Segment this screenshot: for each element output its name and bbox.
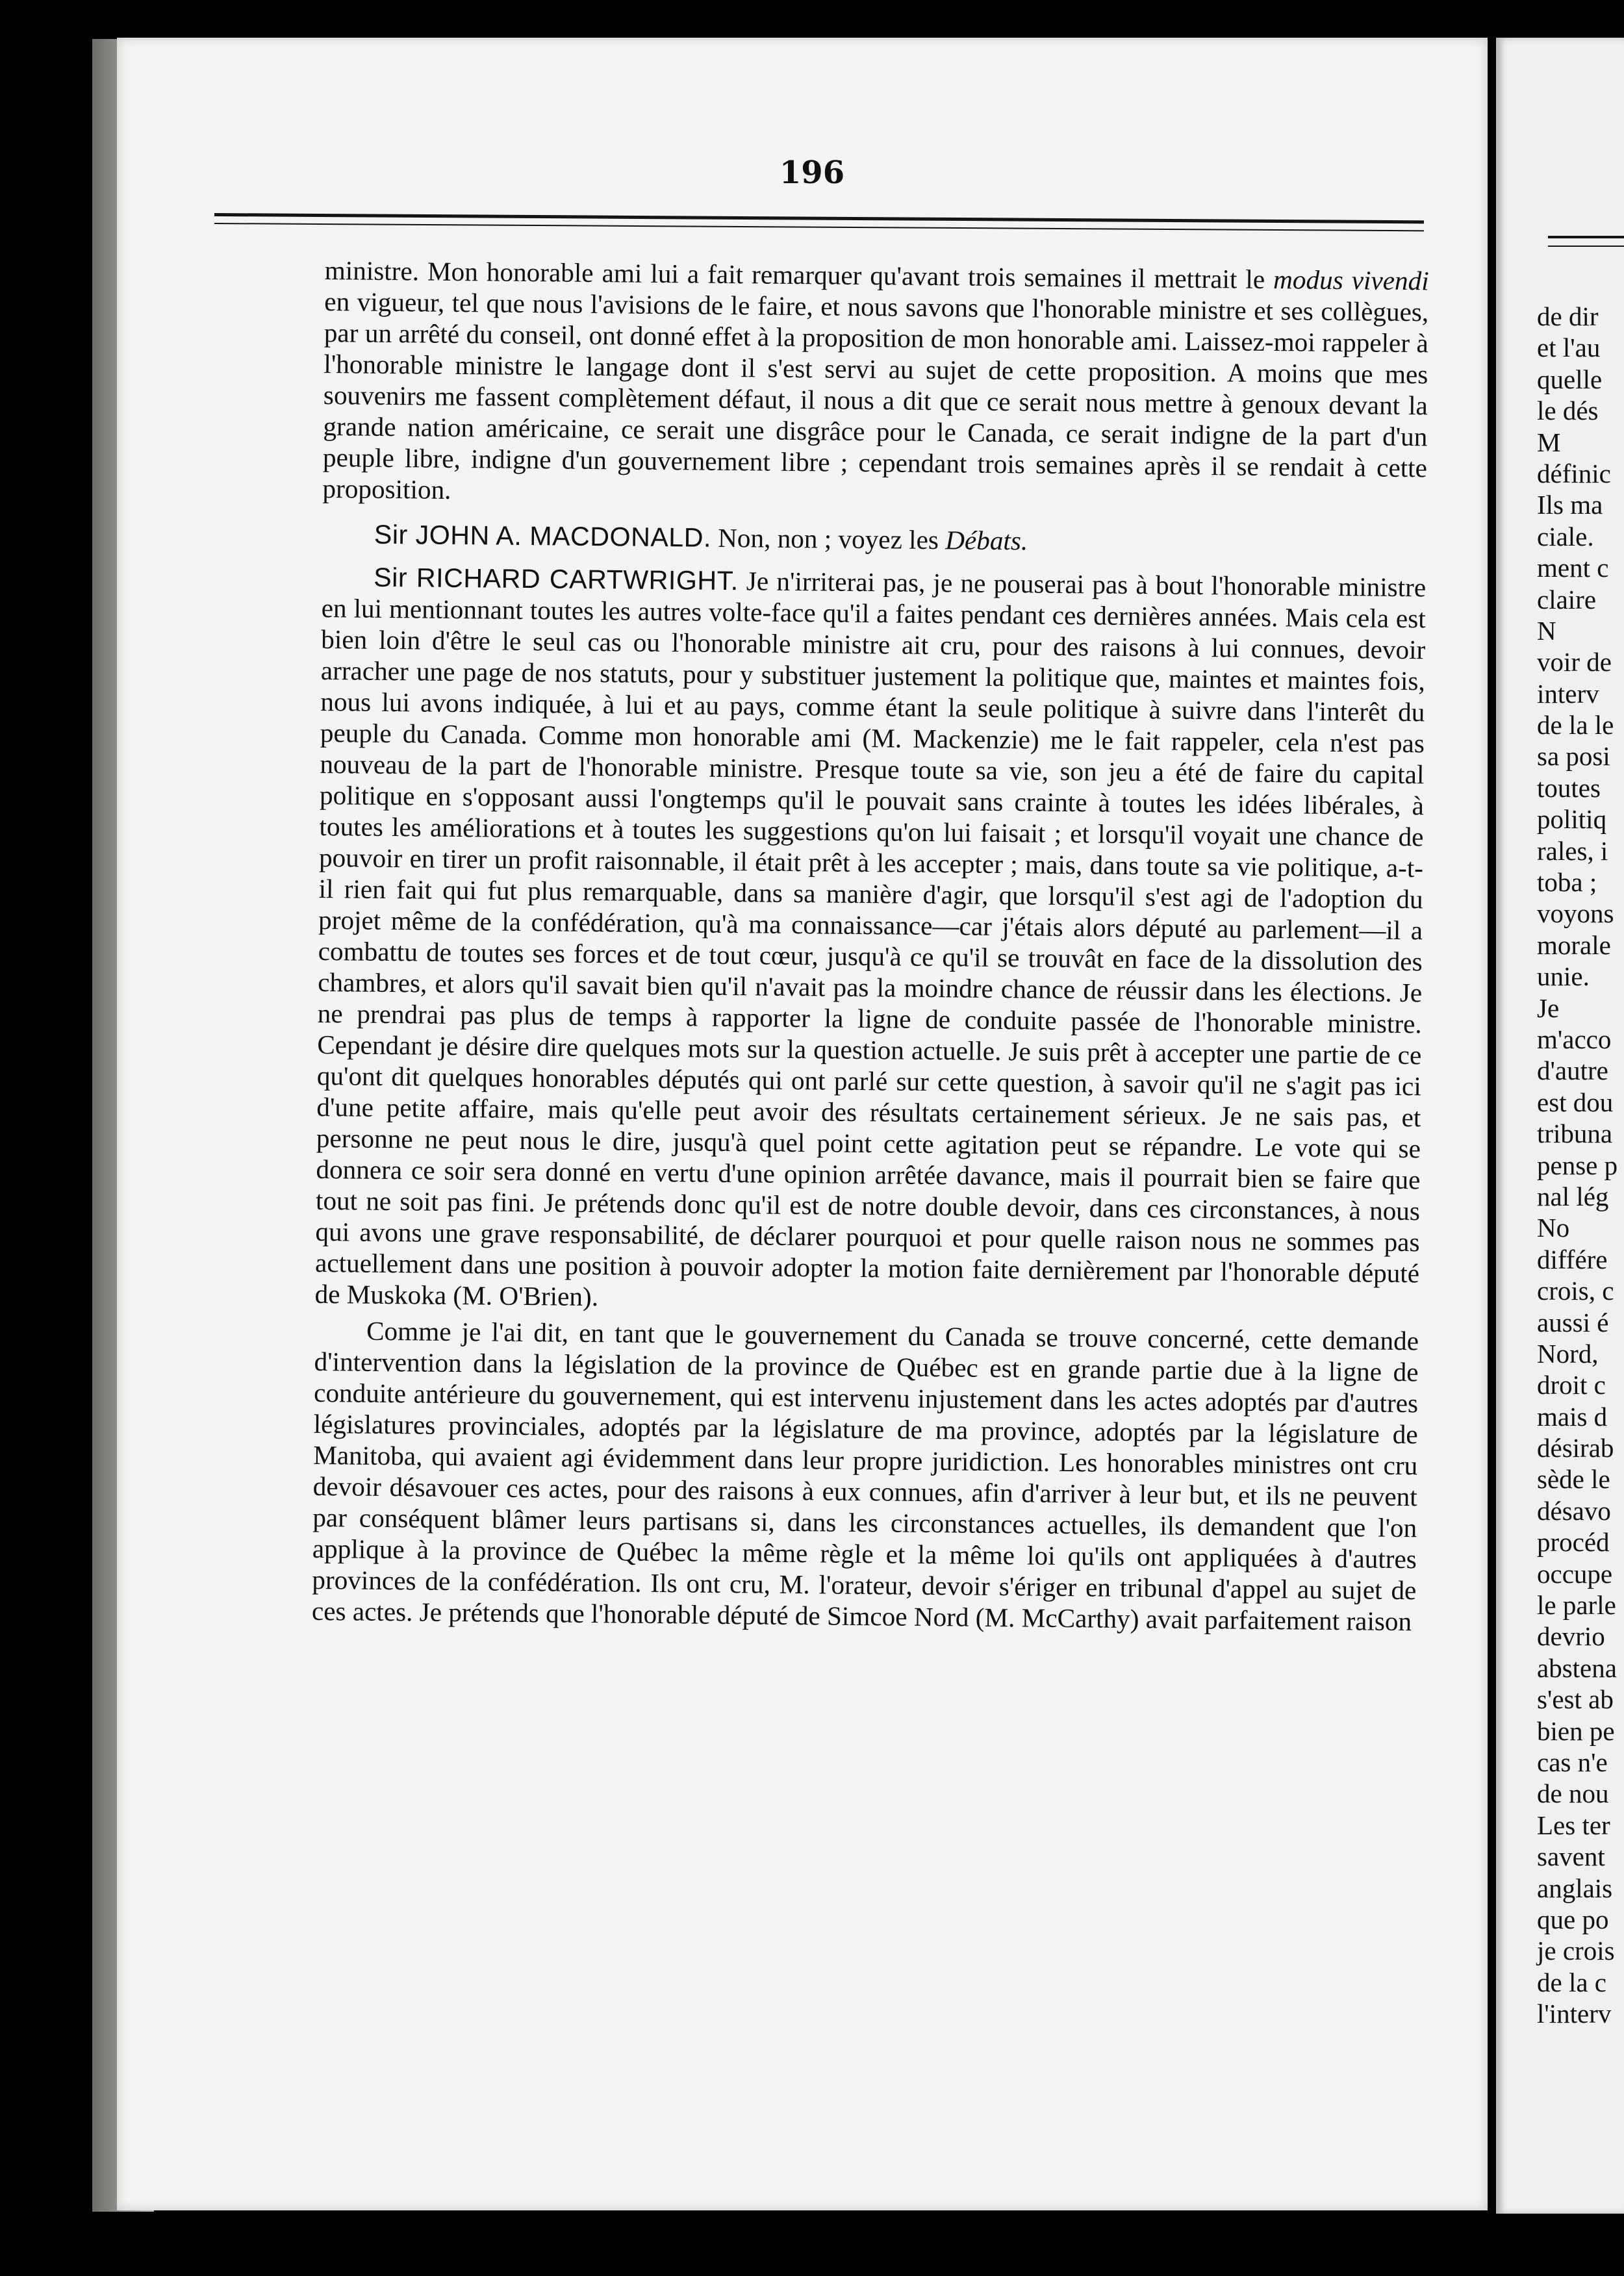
- adjacent-line: de dir: [1537, 301, 1599, 331]
- adjacent-line: No: [1537, 1213, 1570, 1243]
- adjacent-line: Les ter: [1537, 1810, 1610, 1840]
- adjacent-line: abstena: [1537, 1652, 1617, 1683]
- adjacent-line: politiq: [1537, 804, 1607, 835]
- adjacent-line: crois, c: [1537, 1276, 1614, 1306]
- adjacent-line: et l'au: [1537, 333, 1601, 363]
- adjacent-line: pense p: [1537, 1150, 1618, 1180]
- adjacent-rule-thick: [1548, 236, 1624, 238]
- adjacent-line: le parle: [1537, 1590, 1616, 1621]
- italic-term: Débats.: [945, 525, 1028, 556]
- adjacent-line: de nou: [1537, 1778, 1609, 1809]
- paragraph-text: Comme je l'ai dit, en tant que le gouvernement du Canada se trouve concerné, cette demande d'intervention dans la législation de la province de Québec est en grande partie due à la ligne de conduite antérieure du gouvernement, qui est intervenu injustement dans les actes adoptés par d'autres législatures provinciales, adoptés par la législature de ma province, adoptés par la législature de Manitoba, qui avaient agi évidemment dans leur propre juridiction. Les honorables ministres ont cru devoir désavouer ces actes, pour des raisons à eux connues, afin d'arriver à leur but, et ils ne peuvent par conséquent blâmer leurs partisans si, dans les circonstances actuelles, ils demandent que l'on applique à la province de Québec la même règle et la même loi qu'ils ont appliquées à d'autres provinces de la confédération. Ils ont cru, M. l'orateur, devoir s'ériger en tribunal d'appel au sujet de ces actes. Je prétends que l'honorable député de Simcoe Nord (M. McCarthy) avait parfaitement raison: [311, 1315, 1419, 1637]
- adjacent-line: claire: [1537, 584, 1597, 614]
- adjacent-line: Ils ma: [1537, 490, 1603, 520]
- paragraph-text: Je n'irriterai pas, je ne pouserai pas à bout l'honorable ministre en lui mentionnant toutes les autres volte-face qu'il a faites pendant ces dernières années. Mais cela est bien loin d'être le seul cas ou l'honorable ministre ait cru, pour des raisons à lui connues, devoir arracher une page de nos statuts, pour y substituer justement la politique que, maintes et maintes fois, nous lui avons indiquée, à lui et au pays, comme étant la seule politique à suivre dans l'interêt du peuple du Canada. Comme mon honorable ami (M. Mackenzie) me le fait rappeler, cela n'est pas nouveau de la part de l'honorable ministre. Presque toute sa vie, son jeu a été de faire du capital politique en s'opposant aussi l'ongtemps qu'il le pouvait sans crainte à toutes les idées libérales, à toutes les améliorations et à toutes les suggestions qu'on lui faisait ; et lorsqu'il voyait une chance de pouvoir en tirer un profit raisonnable, il était prêt à les accepter ; mais, dans toute sa vie politique, a-t-il rien fait qui fut plus remarquable, dans sa manière d'agir, que lorsqu'il s'est agi de l'adoption du projet même de la confédération, qu'à ma connaissance—car j'étais alors député au parlement—il a combattu de toutes ses forces et de tout cœur, jusqu'à ce qu'il se trouvât en face de la dissolution des chambres, et alors qu'il savait bien qu'il n'avait pas la moindre chance de réussir dans les élections. Je ne prendrai pas plus de temps à rapporter la ligne de conduite passée de l'honorable ministre. Cependant je désire dire quelques mots sur la question actuelle. Je suis prêt à accepter une partie de ce qu'ont dit quelques honorables députés qui ont parlé sur cette question, à savoir qu'il ne s'agit pas ici d'une petite affaire, mais qu'elle peut avoir des résultats certainement sérieux. Je ne sais pas, et personne ne peut nous le dire, jusqu'à quel point cette agitation peut se répandre. Le vote qui se donnera ce soir sera donné en vertu d'une opinion arrêtée davance, mais il pourrait bien se faire que tout ne soit pas fini. Je prétends donc qu'il est de notre double devoir, dans ces circonstances, à nous qui avons une grave responsabilité, de déclarer pourquoi et pour quelle raison nous ne sommes pas actuellement dans une position à pouvoir adopter la motion faite dernièrement par l'honorable député de Muskoka (M. O'Brien).: [314, 566, 1427, 1312]
- adjacent-line: je crois: [1537, 1936, 1615, 1966]
- adjacent-line: ment c: [1537, 553, 1609, 583]
- adjacent-line: aussi é: [1537, 1307, 1609, 1337]
- adjacent-line: voir de: [1537, 647, 1612, 677]
- adjacent-line: devrio: [1537, 1621, 1605, 1652]
- adjacent-line: désirab: [1537, 1433, 1614, 1463]
- speaker-name: Sir RICHARD CARTWRIGHT.: [374, 562, 739, 596]
- speaker-name: Sir JOHN A. MACDONALD.: [374, 519, 712, 553]
- adjacent-line: nal lég: [1537, 1181, 1609, 1211]
- speech-paragraph: [312, 1315, 1419, 1637]
- adjacent-line: de la le: [1537, 710, 1614, 740]
- adjacent-line: droit c: [1537, 1370, 1606, 1400]
- paragraph-text: en vigueur, tel que nous l'avisions de le faire, et nous savons que l'honorable ministre et ses collègues, par un arrêté du conseil, ont donné effet à la proposition de mon honorable ami. Laissez-moi rappeler à l'honorable ministre le langage dont il s'est servi au sujet de cette proposition. A moins que mes souvenirs me fassent complètement défaut, il nous a dit que ce serait nous mettre à genoux devant la grande nation américaine, ce serait une disgrâce pour le Canada, ce serait indigne de la part d'un peuple libre, indigne d'un gouvernement libre ; cependant trois semaines après il se rendait à cette proposition.: [322, 286, 1429, 505]
- adjacent-line: ciale.: [1537, 521, 1594, 551]
- adjacent-line: tribuna: [1537, 1119, 1613, 1149]
- adjacent-line: d'autre: [1537, 1056, 1608, 1086]
- adjacent-line: Je: [1537, 993, 1560, 1023]
- adjacent-line: l'interv: [1537, 1999, 1612, 2029]
- adjacent-line: occupe: [1537, 1558, 1613, 1589]
- adjacent-line: unie.: [1537, 961, 1590, 992]
- adjacent-line: rales, i: [1537, 835, 1608, 866]
- adjacent-line: sède le: [1537, 1464, 1610, 1495]
- adjacent-line: anglais: [1537, 1873, 1613, 1903]
- adjacent-page-text: [1537, 301, 1618, 2029]
- adjacent-line: cas n'e: [1537, 1747, 1608, 1777]
- adjacent-line: mais d: [1537, 1401, 1608, 1432]
- adjacent-line: différe: [1537, 1244, 1608, 1274]
- interjection-text: Non, non ; voyez les: [717, 522, 946, 555]
- adjacent-line: désavo: [1537, 1495, 1611, 1526]
- italic-term: modus vivendi: [1273, 264, 1429, 296]
- interjection: [322, 518, 1427, 560]
- adjacent-line: le dés: [1537, 396, 1599, 426]
- adjacent-line: définic: [1537, 458, 1611, 488]
- adjacent-line: que po: [1537, 1904, 1609, 1934]
- adjacent-line: toutes: [1537, 772, 1601, 803]
- speech-paragraph: [314, 561, 1426, 1320]
- adjacent-rule-thin: [1548, 246, 1624, 247]
- adjacent-line: savent: [1537, 1841, 1605, 1872]
- page-body: [312, 255, 1429, 1637]
- adjacent-line: toba ;: [1537, 867, 1597, 898]
- adjacent-line: de la c: [1537, 1967, 1606, 1997]
- paragraph-text: ministre. Mon honorable ami lui a fait remarquer qu'avant trois semaines il mettrait le: [324, 255, 1274, 295]
- adjacent-line: m'acco: [1537, 1024, 1612, 1054]
- adjacent-line: procéd: [1537, 1527, 1610, 1558]
- adjacent-line: quelle: [1537, 364, 1603, 394]
- adjacent-line: est dou: [1537, 1087, 1614, 1117]
- adjacent-line: N: [1537, 615, 1556, 646]
- adjacent-page: [1496, 38, 1624, 2214]
- adjacent-line: sa posi: [1537, 741, 1610, 772]
- adjacent-line: bien pe: [1537, 1715, 1615, 1746]
- adjacent-line: morale: [1537, 929, 1611, 960]
- adjacent-line: M: [1537, 427, 1561, 457]
- adjacent-line: voyons: [1537, 898, 1614, 929]
- adjacent-line: s'est ab: [1537, 1684, 1614, 1715]
- adjacent-line: interv: [1537, 678, 1599, 709]
- paragraph-continuation: [322, 255, 1429, 514]
- adjacent-line: Nord,: [1537, 1338, 1599, 1369]
- page-number: 196: [779, 155, 845, 191]
